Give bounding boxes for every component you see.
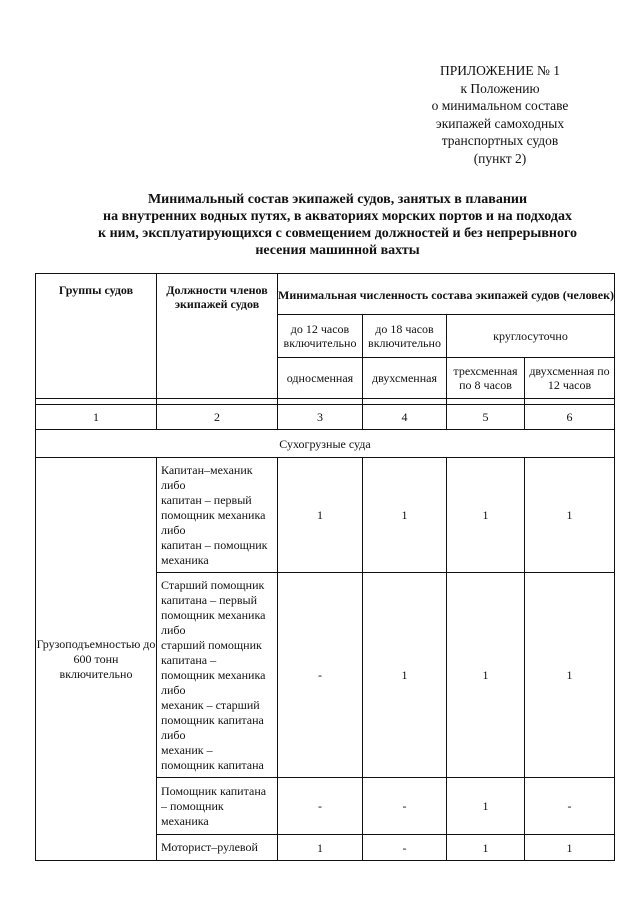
appendix-block: [400, 62, 600, 167]
position-line: либо: [161, 477, 186, 492]
position-cell: [157, 778, 278, 835]
value-cell: 1: [525, 573, 615, 778]
position-cell: [157, 835, 278, 861]
position-line: помощник механика: [161, 607, 266, 622]
position-line: – помощник: [161, 798, 224, 813]
header-up-to-12: до 12 часов включительно: [278, 315, 363, 358]
appendix-line: к Положению: [460, 80, 540, 96]
position-cell: [157, 573, 278, 778]
column-number: 3: [278, 405, 363, 430]
appendix-line: экипажей самоходных: [435, 115, 565, 131]
position-line: Капитан–механик: [161, 462, 253, 477]
title-line: на внутренних водных путях, в акваториях морских портов и на подходах: [103, 209, 572, 224]
title-line: Минимальный состав экипажей судов, занятых в плавании: [147, 192, 528, 207]
position-line: помощник капитана: [161, 757, 264, 772]
header-one-shift: односменная: [278, 358, 363, 399]
section-title: Сухогрузные суда: [36, 430, 615, 458]
appendix-line: о минимальном составе: [431, 98, 569, 113]
value-cell: -: [363, 835, 447, 861]
header-three-shift-8: трехсменная по 8 часов: [447, 358, 525, 399]
value-cell: 1: [447, 573, 525, 778]
header-group-col: Группы судов: [36, 274, 157, 399]
title-line: несения машинной вахты: [255, 243, 420, 258]
header-two-shift: двухсменная: [363, 358, 447, 399]
value-cell: 1: [525, 835, 615, 861]
column-number: 5: [447, 405, 525, 430]
position-line: механика: [161, 552, 209, 567]
column-number: 1: [36, 405, 157, 430]
position-line: капитана –: [161, 652, 217, 667]
title-line: к ним, эксплуатирующихся с совмещением должностей и без непрерывного: [98, 226, 577, 241]
position-line: механик – старший: [161, 697, 260, 712]
value-cell: -: [525, 778, 615, 835]
header-up-to-18: до 18 часов включительно: [363, 315, 447, 358]
value-cell: 1: [278, 835, 363, 861]
value-cell: 1: [447, 458, 525, 573]
header-row: [36, 274, 615, 315]
column-numbers-row: [36, 405, 615, 430]
position-line: либо: [161, 682, 186, 697]
position-line: либо: [161, 522, 186, 537]
header-round-clock: круглосуточно: [447, 315, 615, 358]
position-line: Помощник капитана: [161, 783, 267, 798]
header-two-shift-12: двухсменная по 12 часов: [525, 358, 615, 399]
header-minimum: Минимальная численность состава экипажей судов (человек): [278, 274, 615, 315]
group-label: [36, 458, 157, 861]
position-line: помощник механика: [161, 667, 266, 682]
position-line: механика: [161, 813, 209, 828]
position-line: Старший помощник: [161, 577, 265, 592]
table-row: [36, 458, 615, 573]
column-number: 2: [157, 405, 278, 430]
position-line: механик –: [161, 742, 213, 757]
position-line: либо: [161, 727, 186, 742]
position-line: капитан – помощник: [161, 537, 268, 552]
value-cell: 1: [278, 458, 363, 573]
position-cell: [157, 458, 278, 573]
value-cell: -: [278, 573, 363, 778]
value-cell: 1: [447, 835, 525, 861]
column-number: 4: [363, 405, 447, 430]
position-line: помощник капитана: [161, 712, 264, 727]
value-cell: 1: [363, 573, 447, 778]
value-cell: -: [278, 778, 363, 835]
position-line: помощник механика: [161, 507, 266, 522]
column-number: 6: [525, 405, 615, 430]
value-cell: -: [363, 778, 447, 835]
appendix-line: транспортных судов: [441, 133, 559, 148]
position-line: капитан – первый: [161, 492, 252, 507]
document-title: [40, 191, 635, 259]
appendix-line: (пункт 2): [473, 150, 527, 166]
position-line: Моторист–рулевой: [161, 840, 258, 854]
value-cell: 1: [525, 458, 615, 573]
position-line: старший помощник: [161, 637, 262, 652]
crew-table: [35, 273, 615, 861]
header-position-col: Должности членов экипажей судов: [157, 274, 278, 399]
appendix-line: ПРИЛОЖЕНИЕ № 1: [439, 63, 561, 78]
position-line: либо: [161, 622, 186, 637]
section-row: [36, 430, 615, 458]
group-label-text: Грузоподъемностью до 600 тонн включительно: [36, 636, 156, 681]
value-cell: 1: [447, 778, 525, 835]
position-line: капитана – первый: [161, 592, 258, 607]
value-cell: 1: [363, 458, 447, 573]
